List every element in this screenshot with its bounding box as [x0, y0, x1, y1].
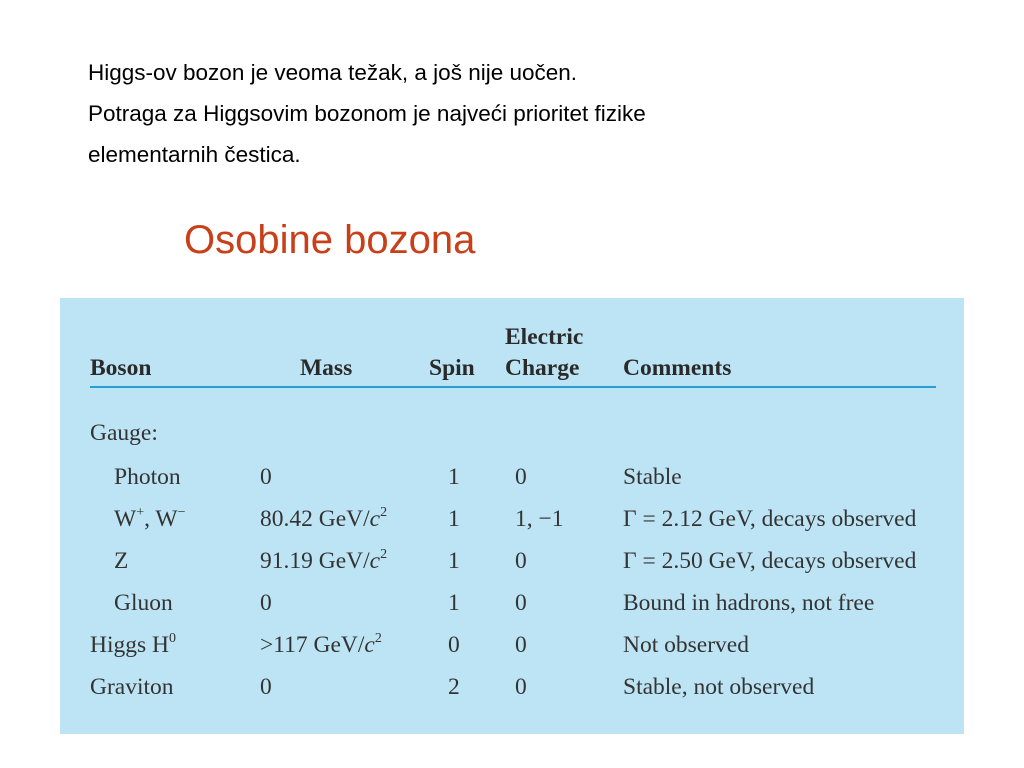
header-rule [90, 386, 936, 388]
boson-comment: Stable [623, 464, 682, 490]
boson-name-text: W [114, 506, 137, 532]
boson-name-sup: 0 [169, 631, 176, 646]
boson-mass: 0 [260, 590, 272, 616]
boson-mass [260, 548, 387, 575]
boson-name [114, 506, 186, 533]
boson-spin: 1 [448, 590, 460, 616]
col-comments-header: Comments [623, 355, 732, 381]
table-row [90, 501, 936, 543]
mass-value: 80.42 GeV/ [260, 506, 370, 532]
boson-name-tail: , W [144, 506, 178, 532]
boson-comment: Bound in hadrons, not free [623, 590, 875, 616]
boson-spin: 0 [448, 632, 460, 658]
col-mass-header: Mass [300, 355, 353, 381]
intro-text [88, 52, 948, 175]
boson-name-sup2: − [177, 505, 186, 520]
boson-charge: 0 [515, 548, 527, 574]
section-heading: Osobine bozona [184, 218, 476, 262]
col-boson-header: Boson [90, 355, 152, 381]
boson-name: Photon [114, 464, 181, 490]
mass-exponent: 2 [374, 631, 382, 646]
boson-mass: 0 [260, 674, 272, 700]
mass-value: 91.19 GeV/ [260, 548, 370, 574]
boson-charge: 0 [515, 632, 527, 658]
boson-mass [260, 506, 387, 533]
col-charge-header-line2: Charge [505, 355, 580, 381]
col-charge-header [505, 322, 583, 384]
table-row [90, 669, 936, 711]
boson-table-panel [60, 298, 964, 734]
boson-table [90, 320, 936, 711]
table-header [90, 320, 936, 386]
intro-line-1: Higgs-ov bozon je veoma težak, a još nije uočen. [88, 60, 578, 85]
group-label: Gauge: [90, 420, 158, 446]
boson-name: Z [114, 548, 129, 574]
boson-charge: 0 [515, 464, 527, 490]
mass-unit-c: c [364, 632, 375, 658]
table-row [90, 627, 936, 669]
table-row [90, 543, 936, 585]
boson-spin: 1 [448, 464, 460, 490]
boson-comment: Γ = 2.50 GeV, decays observed [623, 548, 917, 574]
boson-spin: 2 [448, 674, 460, 700]
boson-name-text: Higgs H [90, 632, 169, 658]
mass-exponent: 2 [380, 505, 388, 520]
boson-charge: 0 [515, 674, 527, 700]
group-row-gauge [90, 415, 936, 459]
mass-unit-c: c [369, 506, 381, 532]
intro-line-3: elementarnih čestica. [88, 142, 301, 167]
boson-spin: 1 [448, 506, 460, 532]
boson-mass [260, 632, 382, 659]
mass-exponent: 2 [380, 547, 388, 562]
boson-comment: Γ = 2.12 GeV, decays observed [623, 506, 917, 532]
boson-name: Gluon [114, 590, 173, 616]
mass-unit-c: c [369, 548, 381, 574]
boson-comment: Stable, not observed [623, 674, 815, 700]
boson-name [90, 632, 176, 659]
boson-spin: 1 [448, 548, 460, 574]
table-row [90, 459, 936, 501]
boson-charge: 1, −1 [515, 506, 564, 532]
boson-mass: 0 [260, 464, 272, 490]
boson-name-sup: + [136, 505, 145, 520]
col-spin-header: Spin [429, 355, 475, 381]
boson-name: Graviton [90, 674, 174, 700]
boson-charge: 0 [515, 590, 527, 616]
boson-comment: Not observed [623, 632, 749, 658]
col-charge-header-line1: Electric [505, 324, 584, 350]
intro-line-2: Potraga za Higgsovim bozonom je najveći prioritet fizike [88, 101, 646, 126]
mass-value: >117 GeV/ [260, 632, 365, 658]
table-row [90, 585, 936, 627]
